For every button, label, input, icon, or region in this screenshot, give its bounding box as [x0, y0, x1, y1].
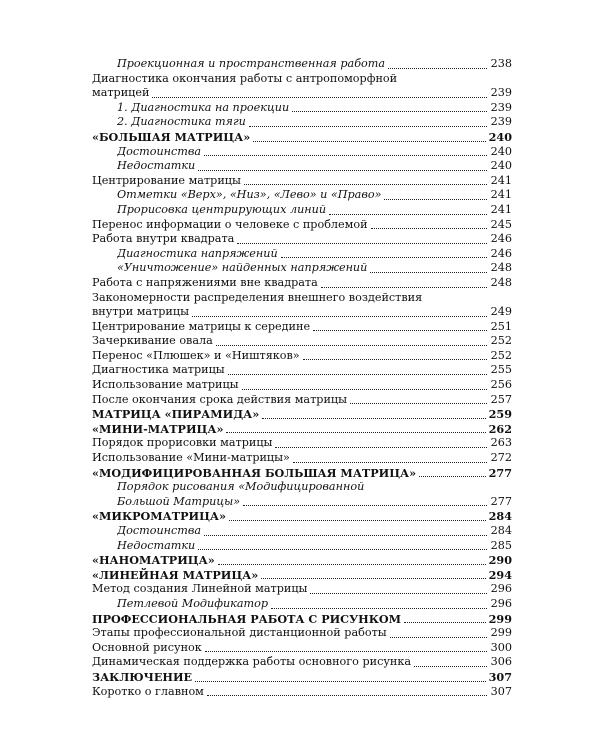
dot-leader	[262, 418, 485, 419]
toc-entry-text: «МОДИФИЦИРОВАННАЯ БОЛЬШАЯ МАТРИЦА»	[92, 465, 417, 480]
dot-leader	[281, 257, 487, 258]
toc-entry-text-continued: внутри матрицы	[92, 305, 189, 319]
dot-leader	[329, 214, 487, 215]
dot-leader	[195, 681, 486, 682]
toc-page-number: 263	[490, 436, 512, 450]
toc-page-number: 257	[490, 392, 512, 406]
dot-leader	[390, 637, 487, 638]
toc-entry[interactable]	[92, 612, 512, 627]
toc-page-number: 299	[490, 626, 512, 640]
toc-entry-text: «Уничтожение» найденных напряжений	[117, 261, 368, 275]
toc-entry-text: Зачеркивание овала	[92, 334, 213, 348]
toc-entry[interactable]	[92, 378, 512, 393]
dot-leader	[204, 155, 487, 156]
toc-entry-text: «НАНОМАТРИЦА»	[92, 553, 215, 568]
toc-page-number: 241	[490, 173, 512, 187]
toc-page-number: 252	[490, 348, 512, 362]
toc-entry-text: Этапы профессиональной дистанционной работы	[92, 626, 387, 640]
toc-entry[interactable]	[92, 145, 512, 160]
toc-page-number: 272	[490, 451, 512, 465]
toc-entry-text: Диагностика напряжений	[117, 246, 278, 260]
dot-leader	[370, 272, 487, 273]
toc-entry-text: «МИНИ-МАТРИЦА»	[92, 421, 224, 436]
toc-entry[interactable]	[92, 509, 512, 524]
toc-page-number: 240	[490, 144, 512, 158]
toc-page-number: 246	[490, 246, 512, 260]
toc-entry[interactable]	[92, 334, 512, 349]
toc-entry[interactable]	[92, 553, 512, 568]
toc-entry-text: Перенос «Плюшек» и «Ништяков»	[92, 348, 300, 362]
toc-page-number: 255	[490, 363, 512, 377]
dot-leader	[218, 564, 486, 565]
toc-page-number: 239	[490, 115, 512, 129]
toc-entry-text: Достоинства	[117, 144, 202, 158]
toc-page-number: 299	[488, 611, 512, 626]
toc-page-number: 285	[490, 538, 512, 552]
toc-entry[interactable]	[92, 568, 512, 583]
toc-page-number: 241	[490, 188, 512, 202]
toc-entry[interactable]	[92, 422, 512, 437]
dot-leader	[192, 316, 487, 317]
toc-page-number: 296	[490, 582, 512, 596]
dot-leader	[303, 359, 487, 360]
dot-leader	[350, 403, 487, 404]
toc-entry[interactable]	[92, 393, 512, 408]
toc-entry-text: Достоинства	[117, 524, 202, 537]
toc-page-number: 307	[488, 669, 512, 684]
toc-entry[interactable]	[92, 115, 512, 130]
toc-entry-text: Недостатки	[117, 538, 196, 552]
toc-entry-text: Коротко о главном	[92, 684, 204, 698]
toc-page-number: 239	[490, 86, 512, 100]
toc-entry[interactable]	[92, 349, 512, 364]
toc-entry-text: 2. Диагностика тяги	[117, 115, 246, 129]
toc-entry-text: МАТРИЦА «ПИРАМИДА»	[92, 407, 260, 422]
toc-entry-line	[92, 291, 512, 306]
toc-entry[interactable]	[92, 539, 512, 554]
toc-entry-text-continued: матрицей	[92, 86, 150, 100]
toc-page-number: 252	[490, 334, 512, 348]
toc-entry-text: Закономерности распределения внешнего воздействия	[92, 290, 423, 304]
toc-entry[interactable]	[92, 655, 512, 670]
toc-entry[interactable]	[92, 203, 512, 218]
toc-entry[interactable]	[92, 495, 512, 510]
toc-entry-text-continued: Большой Матрицы»	[117, 494, 241, 508]
toc-entry[interactable]	[92, 232, 512, 247]
dot-leader	[242, 389, 487, 390]
toc-entry[interactable]	[92, 407, 512, 422]
dot-leader	[310, 593, 487, 594]
toc-entry-text: Работа с напряжениями вне квадрата	[92, 275, 318, 289]
toc-entry[interactable]	[92, 159, 512, 174]
toc-entry[interactable]	[92, 276, 512, 291]
toc-entry[interactable]	[92, 363, 512, 378]
toc-entry-text: Центрирование матрицы к середине	[92, 319, 311, 333]
toc-entry-text: Центрирование матрицы	[92, 173, 241, 187]
toc-entry[interactable]	[92, 247, 512, 262]
toc-entry-text: Динамическая поддержка работы основного рисунка	[92, 655, 412, 669]
toc-page-number: 307	[490, 684, 512, 698]
toc-page-number: 277	[490, 494, 512, 508]
toc-page-number: 238	[490, 57, 512, 70]
toc-entry-text: Использование матрицы	[92, 378, 239, 392]
toc-page-number: 240	[488, 129, 512, 144]
toc-entry[interactable]	[92, 218, 512, 233]
toc-page-number: 248	[490, 261, 512, 275]
dot-leader	[228, 374, 487, 375]
toc-entry[interactable]	[92, 626, 512, 641]
toc-entry[interactable]	[92, 466, 512, 481]
dot-leader	[229, 520, 486, 521]
toc-entry-text: Петлевой Модификатор	[117, 596, 269, 610]
dot-leader	[226, 432, 485, 433]
toc-entry-text: Порядок рисования «Модифицированной	[117, 480, 365, 494]
dot-leader	[198, 170, 487, 171]
toc-entry[interactable]	[92, 57, 512, 72]
toc-page-number: 296	[490, 596, 512, 610]
toc-entry-text: Использование «Мини-матрицы»	[92, 451, 290, 465]
toc-entry-text: Прорисовка центрирующих линий	[117, 202, 327, 216]
toc-entry-text: Отметки «Верх», «Низ», «Лево» и «Право»	[117, 188, 382, 202]
toc-entry[interactable]	[92, 130, 512, 145]
toc-entry[interactable]	[92, 524, 512, 539]
toc-page-number: 306	[490, 655, 512, 669]
dot-leader	[371, 228, 487, 229]
toc-page-number: 249	[490, 305, 512, 319]
toc-entry-text: Метод создания Линейной матрицы	[92, 582, 308, 596]
dot-leader	[216, 345, 487, 346]
toc-entry[interactable]	[92, 685, 512, 700]
dot-leader	[419, 476, 485, 477]
toc-entry[interactable]	[92, 582, 512, 597]
dot-leader	[243, 505, 487, 506]
toc-page-number: 256	[490, 378, 512, 392]
toc-entry[interactable]	[92, 174, 512, 189]
toc-page-number: 239	[490, 100, 512, 114]
toc-entry-text: «МИКРОМАТРИЦА»	[92, 509, 226, 524]
dot-leader	[152, 97, 487, 98]
toc-entry[interactable]	[92, 101, 512, 116]
toc-entry[interactable]	[92, 641, 512, 656]
toc-entry[interactable]	[92, 670, 512, 685]
toc-page-number: 251	[490, 319, 512, 333]
dot-leader	[384, 199, 487, 200]
dot-leader	[205, 651, 487, 652]
toc-entry-text: 1. Диагностика на проекции	[117, 100, 290, 114]
toc-entry-line	[92, 480, 512, 495]
toc-page-number: 284	[490, 524, 512, 537]
toc-page-number: 248	[490, 275, 512, 289]
toc-page-number: 246	[490, 232, 512, 246]
toc-page-number: 277	[488, 465, 512, 480]
toc-entry-text: «БОЛЬШАЯ МАТРИЦА»	[92, 129, 251, 144]
toc-entry[interactable]	[92, 451, 512, 466]
dot-leader	[204, 535, 487, 536]
toc-page-number: 240	[490, 159, 512, 173]
toc-entry[interactable]	[92, 320, 512, 335]
toc-entry-text: Недостатки	[117, 159, 196, 173]
toc-entry-text: Перенос информации о человеке с проблемой	[92, 217, 368, 231]
toc-entry-text: Порядок прорисовки матрицы	[92, 436, 273, 450]
toc-entry-line	[92, 72, 512, 87]
dot-leader	[207, 695, 487, 696]
toc-entry-text: Работа внутри квадрата	[92, 232, 235, 246]
toc-entry-text: ЗАКЛЮЧЕНИЕ	[92, 669, 193, 684]
dot-leader	[388, 68, 487, 69]
dot-leader	[253, 141, 485, 142]
toc-entry-text: Основной рисунок	[92, 640, 202, 654]
dot-leader	[404, 622, 486, 623]
toc-entry-text: «ЛИНЕЙНАЯ МАТРИЦА»	[92, 567, 259, 582]
toc-entry-text: Диагностика окончания работы с антропоморфной	[92, 71, 398, 85]
table-of-contents	[92, 57, 512, 699]
toc-page-number: 259	[488, 407, 512, 422]
dot-leader	[244, 184, 487, 185]
toc-entry[interactable]	[92, 597, 512, 612]
dot-leader	[249, 126, 487, 127]
toc-page-number: 284	[488, 509, 512, 524]
toc-entry-text: После окончания срока действия матрицы	[92, 392, 348, 406]
toc-page-number: 262	[488, 421, 512, 436]
toc-entry[interactable]	[92, 188, 512, 203]
dot-leader	[237, 243, 487, 244]
toc-entry[interactable]	[92, 436, 512, 451]
toc-entry-text: Проекционная и пространственная работа	[117, 57, 386, 70]
toc-entry-text: Диагностика матрицы	[92, 363, 225, 377]
dot-leader	[321, 287, 487, 288]
dot-leader	[261, 578, 485, 579]
dot-leader	[293, 462, 487, 463]
toc-page-number: 290	[488, 553, 512, 568]
dot-leader	[198, 549, 487, 550]
toc-page-number: 245	[490, 217, 512, 231]
dot-leader	[414, 666, 487, 667]
toc-entry-text: ПРОФЕССИОНАЛЬНАЯ РАБОТА С РИСУНКОМ	[92, 611, 402, 626]
dot-leader	[271, 608, 487, 609]
dot-leader	[275, 447, 487, 448]
toc-entry[interactable]	[92, 86, 512, 101]
toc-page-number: 300	[490, 640, 512, 654]
toc-page-number: 241	[490, 202, 512, 216]
toc-page-number: 294	[488, 567, 512, 582]
toc-entry[interactable]	[92, 261, 512, 276]
toc-entry[interactable]	[92, 305, 512, 320]
dot-leader	[313, 330, 487, 331]
dot-leader	[292, 111, 487, 112]
